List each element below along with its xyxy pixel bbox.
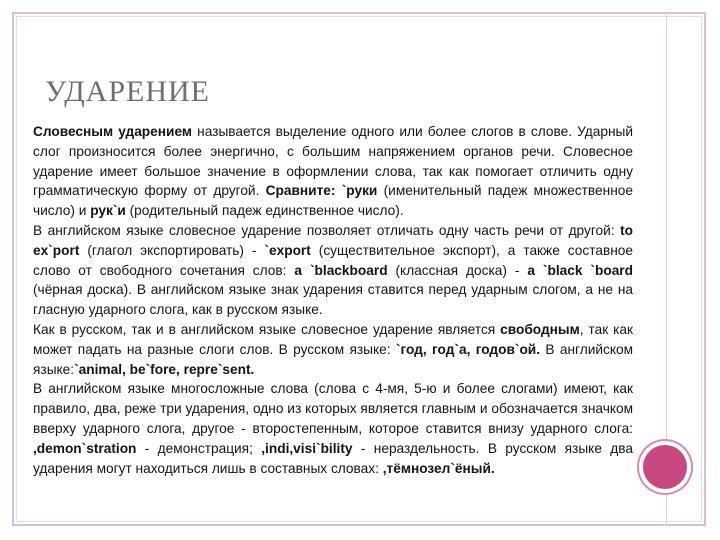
emphasis-text: `руки [341,183,378,199]
paragraph-3 [33,320,633,379]
emphasis-text: ,demon`stration [33,440,137,456]
emphasis-text: ,indi,visi`bility [261,440,353,456]
emphasis-text: рук`и [90,203,126,219]
text-run: - демонстрация; [136,440,262,456]
emphasis-text: a `blackboard [294,262,388,278]
emphasis-text: `animal, be`fore, repre`sent. [74,361,255,377]
text-run: , так как может падать на разные слоги слов. В русском языке: [33,321,633,357]
emphasis-text: to ex`port [33,222,633,258]
emphasis-text: ,тёмнозел`ёный. [382,460,495,476]
emphasis-text: Словесным ударением [33,124,193,139]
text-run: (глагол экспортировать) - [79,242,265,258]
slide-body [33,122,633,478]
emphasis-text: a `black `board [527,262,633,278]
slide-title: УДАРЕНИЕ [45,75,211,108]
emphasis-text: `export [264,242,311,258]
text-run: (родительный падеж единственное число). [125,203,404,219]
text-run: В английском языке многосложные слова (слова с 4-мя, 5-ю и более слогами) имеют, как правило, два, реже три ударения, одно из которых является главным и обозначается значком вверху ударного слога, другое - второстепенным, которое ставится внизу ударного слога: [33,381,633,436]
paragraph-4 [33,379,633,478]
text-run: (чёрная доска). В английском языке знак ударения ставится перед ударным слогом, а не на гласную ударного слога, как в русском языке. [33,282,633,318]
text-run: (именительный падеж множественное число) и [33,183,633,219]
text-run: Как в русском, так и в английском языке словесное ударение является [33,321,501,337]
text-run: (существительное экспорт), а также составное слово от свободного сочетания слов: [33,242,633,278]
paragraph-2 [33,221,633,320]
emphasis-text: Сравните: [265,183,336,199]
text-run: В английском языке словесное ударение позволяет отличать одну часть речи от другой: [33,222,621,238]
text-run: - нераздельность. В русском языке два ударения могут находиться лишь в составных словах: [33,440,633,476]
paragraph-1 [33,122,633,221]
decorative-circle [643,445,687,489]
emphasis-text: свободным [500,321,580,337]
text-run: называется выделение одного или более слогов в слове. Ударный слог произносится более энергично, с большим напряжением органов речи. Словесное ударение имеет большое значение в оформлении слова, так как помогает отличить одну грамматическую форму от другой. [33,124,633,199]
text-run: (классная доска) - [387,262,528,278]
emphasis-text: `год, год`а, годов`ой. [395,341,541,357]
text-run: В английском языке: [33,341,633,377]
